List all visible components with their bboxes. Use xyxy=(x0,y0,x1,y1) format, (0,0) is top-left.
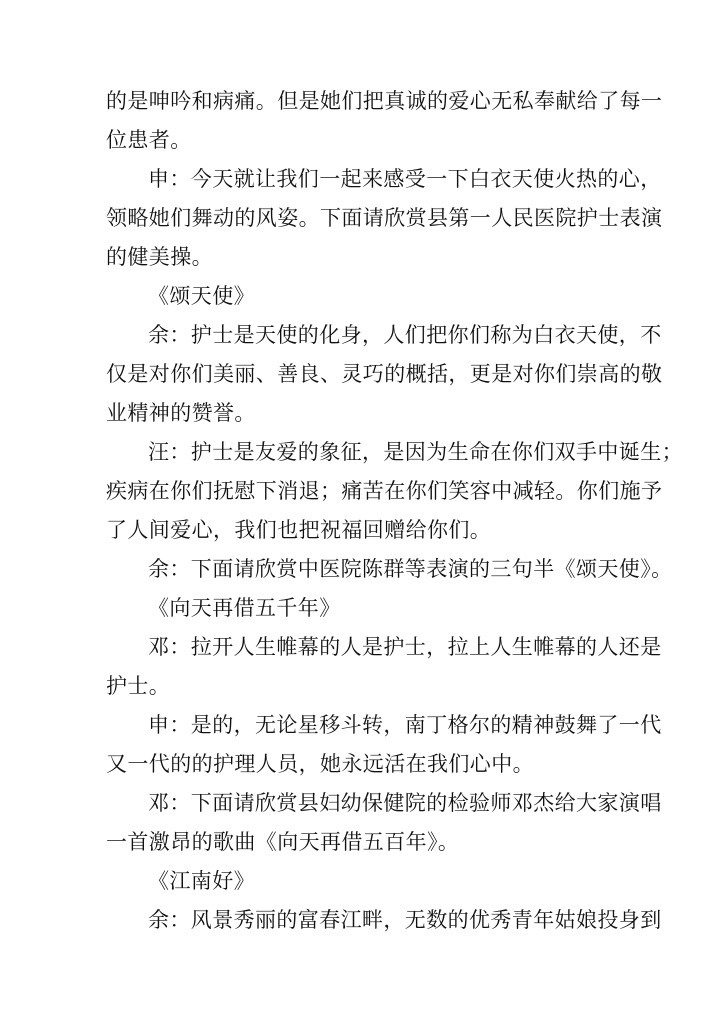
text-line: 疾病在你们抚慰下消退；痛苦在你们笑容中减轻。你们施予 xyxy=(106,479,663,503)
text-line: 的健美操。 xyxy=(106,245,213,269)
section-title: 《江南好》 xyxy=(148,869,255,893)
section-title: 《向天再借五千年》 xyxy=(148,596,341,620)
text-line: 申：是的，无论星移斗转，南丁格尔的精神鼓舞了一代 xyxy=(148,713,662,737)
text-line: 余：风景秀丽的富春江畔，无数的优秀青年姑娘投身到 xyxy=(148,908,662,932)
section-title: 《颂天使》 xyxy=(148,284,255,308)
text-line: 申：今天就让我们一起来感受一下白衣天使火热的心， xyxy=(148,167,662,191)
text-line: 一首激昂的歌曲《向天再借五百年》。 xyxy=(106,830,460,854)
text-line: 位患者。 xyxy=(106,128,192,152)
text-line: 领略她们舞动的风姿。下面请欣赏县第一人民医院护士表演 xyxy=(106,206,663,230)
text-line: 的是呻吟和病痛。但是她们把真诚的爱心无私奉献给了每一 xyxy=(106,89,663,113)
text-line: 邓：下面请欣赏县妇幼保健院的检验师邓杰给大家演唱 xyxy=(148,791,662,815)
text-line: 了人间爱心，我们也把祝福回赠给你们。 xyxy=(106,518,492,542)
text-line: 业精神的赞誉。 xyxy=(106,401,256,425)
text-line: 又一代的的护理人员，她永远活在我们心中。 xyxy=(106,752,534,776)
text-line: 邓：拉开人生帷幕的人是护士，拉上人生帷幕的人还是 xyxy=(148,635,662,659)
text-line: 仅是对你们美丽、善良、灵巧的概括，更是对你们崇高的敬 xyxy=(106,362,663,386)
document-page xyxy=(106,82,683,940)
text-line: 余：护士是天使的化身，人们把你们称为白衣天使，不 xyxy=(148,323,662,347)
text-line: 汪：护士是友爱的象征，是因为生命在你们双手中诞生； xyxy=(148,440,683,464)
text-line: 余：下面请欣赏中医院陈群等表演的三句半《颂天使》。 xyxy=(148,557,673,581)
text-line: 护士。 xyxy=(106,674,171,698)
